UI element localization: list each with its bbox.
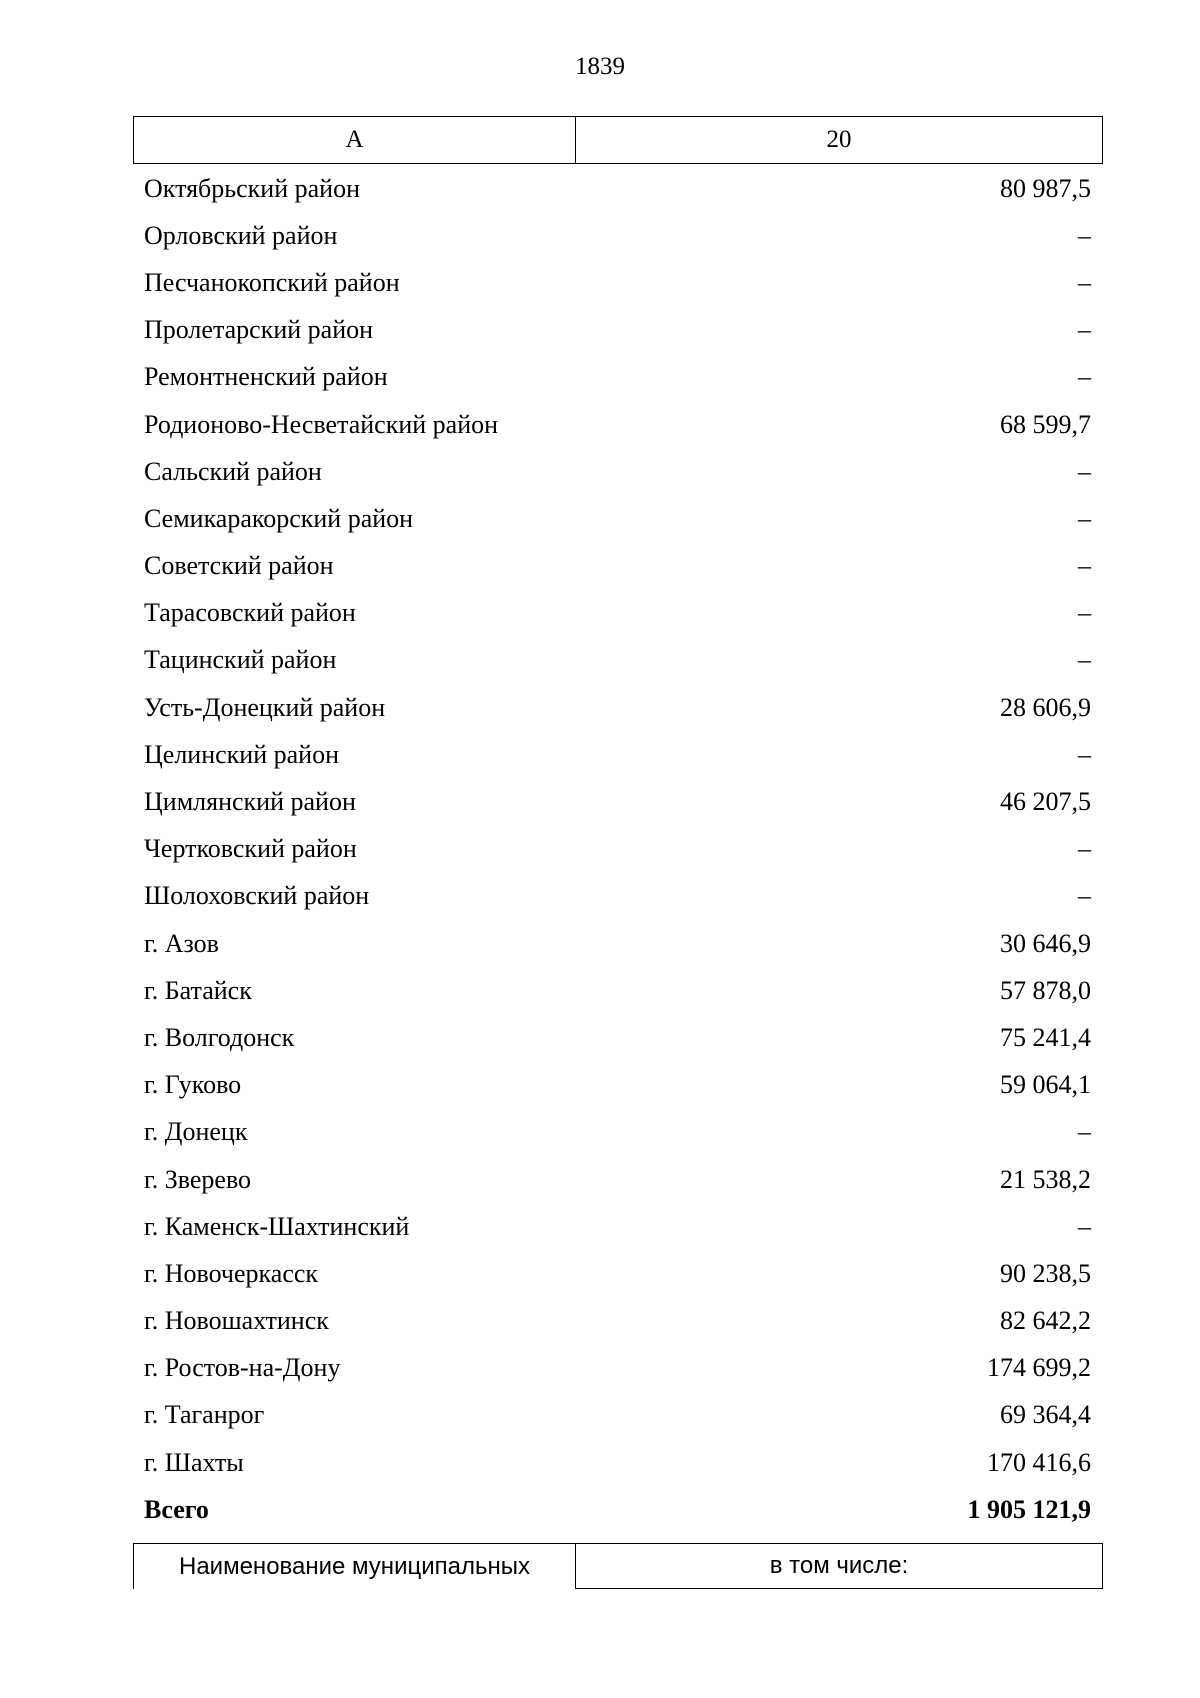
table-row [133,307,1103,354]
amount-value: – [1078,220,1091,250]
municipality-name: г. Новошахтинск [144,1306,329,1336]
municipality-name: г. Ростов-на-Дону [144,1353,341,1383]
amount-value: – [1078,362,1091,392]
table-row [133,401,1103,448]
table-row [133,826,1103,873]
municipality-name: Орловский район [144,220,338,250]
amount-value: – [1078,834,1091,864]
amount-value: – [1078,1211,1091,1241]
municipality-name: г. Азов [144,928,219,958]
municipality-name: Тацинский район [144,645,337,675]
amount-value: – [1078,503,1091,533]
amount-value: 174 699,2 [987,1353,1091,1383]
amount-value: – [1078,456,1091,486]
amount-value: 75 241,4 [1000,1022,1091,1052]
total-value: 1 905 121,9 [967,1494,1091,1524]
table-row [133,731,1103,778]
table-row [133,1062,1103,1109]
table-row [133,873,1103,920]
amount-value: – [1078,551,1091,581]
table-row [133,259,1103,306]
municipality-name: Песчанокопский район [144,267,400,297]
municipality-name: Усть-Донецкий район [144,692,386,722]
table-row [133,212,1103,259]
municipality-name: Шолоховский район [144,881,370,911]
amount-value: 82 642,2 [1000,1306,1091,1336]
table-row [133,590,1103,637]
table-row [133,637,1103,684]
municipality-name: Цимлянский район [144,787,356,817]
amount-value: 28 606,9 [1000,692,1091,722]
municipality-name: Ремонтненский район [144,362,388,392]
amount-value: 30 646,9 [1000,928,1091,958]
amount-value: 68 599,7 [1000,409,1091,439]
amount-value: 46 207,5 [1000,787,1091,817]
total-row [133,1486,1103,1533]
amount-value: – [1078,739,1091,769]
table-row [133,543,1103,590]
continuation-header [133,1543,1103,1589]
municipality-name: г. Зверево [144,1164,252,1194]
table-row [133,495,1103,542]
table-row [133,1439,1103,1486]
amount-value: – [1078,267,1091,297]
table-row [133,920,1103,967]
municipality-name: г. Батайск [144,975,252,1005]
municipality-name: Целинский район [144,739,339,769]
amount-value: 69 364,4 [1000,1400,1091,1430]
amount-value: – [1078,315,1091,345]
page-number: 1839 [575,53,625,80]
municipality-name: Семикаракорский район [144,503,414,533]
municipality-name: г. Таганрог [144,1400,265,1430]
table-header [133,116,1103,164]
table-row [133,967,1103,1014]
amount-value: 21 538,2 [1000,1164,1091,1194]
municipality-name: Тарасовский район [144,598,356,628]
table-row [133,448,1103,495]
municipality-name: г. Гуково [144,1070,242,1100]
municipality-name: Сальский район [144,456,322,486]
table-row [133,1298,1103,1345]
municipality-name: г. Волгодонск [144,1022,295,1052]
header-col-a: А [134,117,576,163]
amount-value: – [1078,1117,1091,1147]
amount-value: – [1078,881,1091,911]
table-row [133,1345,1103,1392]
table-row [133,684,1103,731]
amount-value: 59 064,1 [1000,1070,1091,1100]
table-row [133,1203,1103,1250]
municipality-name: Октябрьский район [144,173,360,203]
header-col-20: 20 [826,126,852,153]
table-body [133,165,1103,1533]
table-row [133,1250,1103,1297]
municipality-name: Чертковский район [144,834,357,864]
amount-value: 90 238,5 [1000,1258,1091,1288]
amount-value: 57 878,0 [1000,975,1091,1005]
footer-col-including: в том числе: [576,1544,1102,1589]
municipality-name: Родионово-Несветайский район [144,409,499,439]
municipality-name: Советский район [144,551,334,581]
amount-value: – [1078,645,1091,675]
footer-col-municipality: Наименование муниципальных [134,1544,576,1589]
table-row [133,165,1103,212]
municipality-name: г. Новочеркасск [144,1258,319,1288]
amount-value: 170 416,6 [987,1447,1091,1477]
amount-value: – [1078,598,1091,628]
table-row [133,1392,1103,1439]
amount-value: 80 987,5 [1000,173,1091,203]
table-row [133,1109,1103,1156]
municipality-name: г. Каменск-Шахтинский [144,1211,410,1241]
table-row [133,1156,1103,1203]
municipality-name: г. Шахты [144,1447,244,1477]
total-label: Всего [144,1494,209,1524]
municipality-name: г. Донецк [144,1117,248,1147]
table-row [133,778,1103,825]
table-row [133,354,1103,401]
municipality-name: Пролетарский район [144,315,374,345]
table-row [133,1014,1103,1061]
